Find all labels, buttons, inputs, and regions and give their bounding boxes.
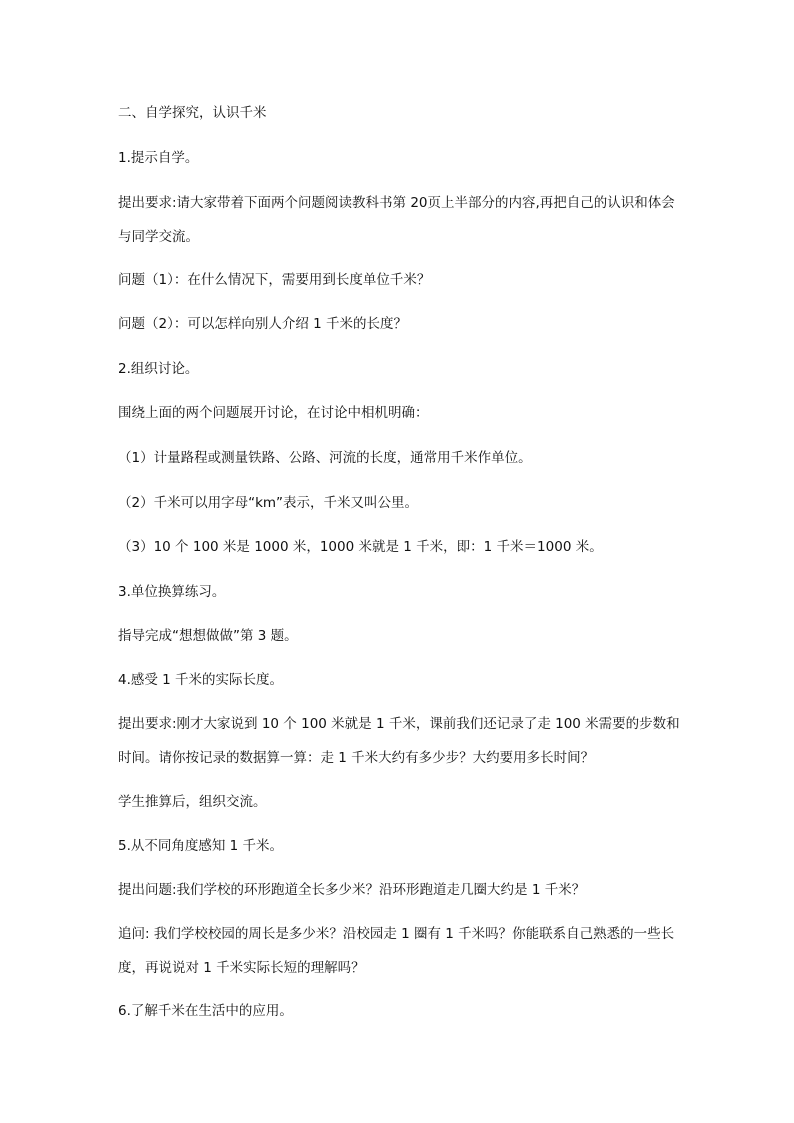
paragraph-follow-up: 追问: 我们学校校园的周长是多少米？沿校园走 1 圈有 1 千米吗？你能联系自己熟悉的一些长度，再说说对 1 千米实际长短的理解吗？ <box>118 926 675 976</box>
conclusion-3: （3）10 个 100 米是 1000 米，1000 米就是 1 千米，即：1 千米＝1000 米。 <box>118 539 603 555</box>
step-heading-2: 2.组织讨论。 <box>118 361 199 377</box>
step-heading-3: 3.单位换算练习。 <box>118 584 226 600</box>
paragraph-exchange: 学生推算后，组织交流。 <box>118 794 267 810</box>
paragraph-requirement-2: 提出要求:刚才大家说到 10 个 100 米就是 1 千米，课前我们还记录了走 100 米需要的步数和时间。请你按记录的数据算一算：走 1 千米大约有多少步？大约要用多长时间？ <box>118 716 680 766</box>
step-heading-5: 5.从不同角度感知 1 千米。 <box>118 838 284 854</box>
paragraph-requirement-1: 提出要求:请大家带着下面两个问题阅读教科书第 20页上半部分的内容,再把自己的认识和体会与同学交流。 <box>118 195 675 245</box>
section-heading: 二、自学探究，认识千米 <box>118 105 267 121</box>
conclusion-1: （1）计量路程或测量铁路、公路、河流的长度，通常用千米作单位。 <box>118 450 532 466</box>
conclusion-2: （2）千米可以用字母“km”表示，千米又叫公里。 <box>118 495 419 511</box>
paragraph-discussion: 围绕上面的两个问题展开讨论，在讨论中相机明确： <box>118 405 429 421</box>
paragraph-question: 提出问题:我们学校的环形跑道全长多少米？沿环形跑道走几圈大约是 1 千米？ <box>118 882 586 898</box>
step-heading-1: 1.提示自学。 <box>118 150 199 166</box>
question-2: 问题（2）：可以怎样向别人介绍 1 千米的长度？ <box>118 316 408 332</box>
step-heading-4: 4.感受 1 千米的实际长度。 <box>118 672 284 688</box>
question-1: 问题（1）：在什么情况下，需要用到长度单位千米？ <box>118 272 431 288</box>
paragraph-exercise: 指导完成“想想做做”第 3 题。 <box>118 628 298 644</box>
step-heading-6: 6.了解千米在生活中的应用。 <box>118 1003 293 1019</box>
